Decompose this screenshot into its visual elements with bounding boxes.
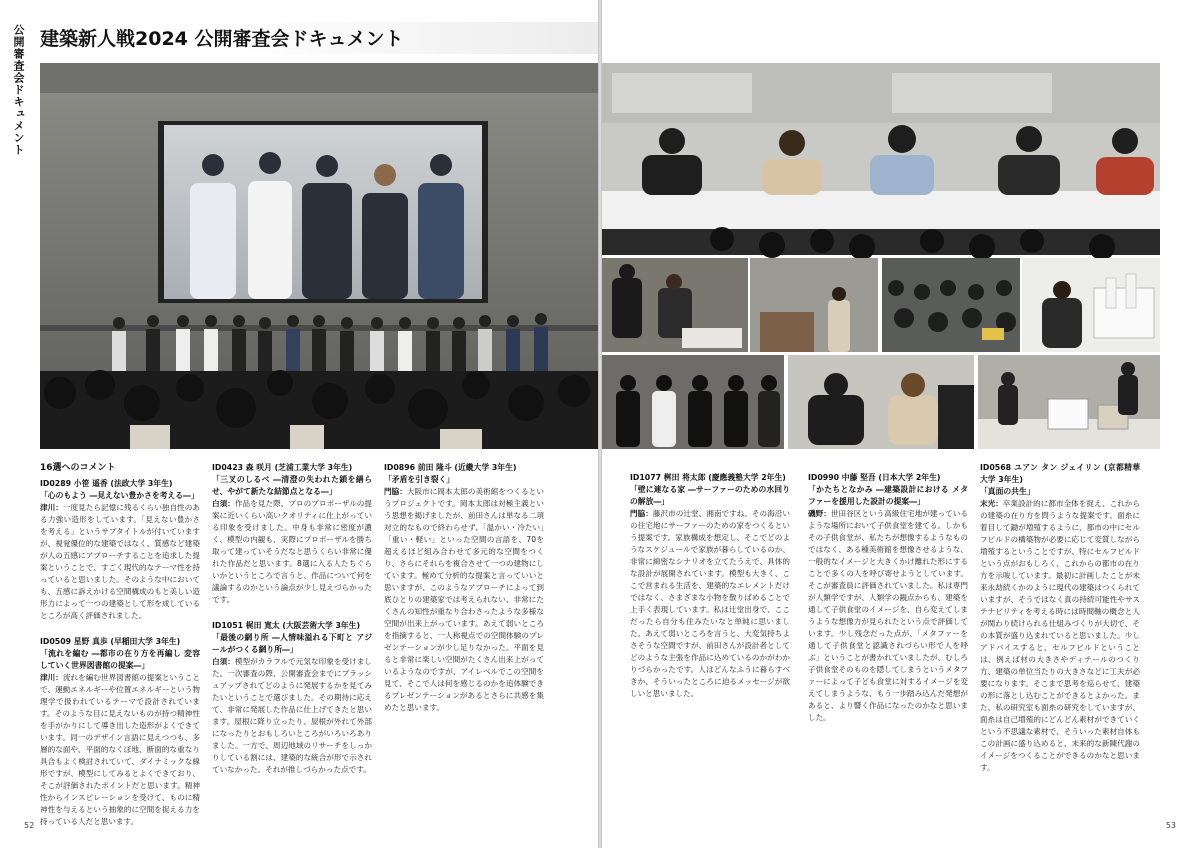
- page-number-left: 52: [24, 821, 35, 830]
- entry-id: ID1051 梶田 寛太 (大阪芸術大学 3年生): [212, 621, 361, 630]
- comment-text: 世田谷区という高級住宅地が建っているような場所において子供食堂を建てる。しかもその子供食堂が、私たちが想像するようなものではなく、ある種美術館を想像させるような、一般的なイメージと大きくかけ離れた形にすることで多くの人を呼び寄せようとしています。そこが審査員に評価されていました。私は専門が人類学ですが、人類学の観点からも、建築を通して子供食堂のイメージを、自ら変えてしまうような想像力が見られたという点で評価しています。少し残念だった点が、「メタファーを通して子供食堂と認識されづらい形で人を呼ぶ」ということが書かれていましたが、むしろ子供食堂そのものを隠してしまうというメタファーによって子ども食堂に対するイメージを変えてしまうような、もう一歩踏み込んだ発想があると、より響く作品になったのかなと思いました。: [808, 509, 969, 722]
- vertical-section-label: 公開審査会ドキュメント: [12, 24, 25, 156]
- entry: [212, 620, 372, 774]
- entry-title: 「最後の網り所 ―人情味溢れる下町と アジールがつくる網り所―」: [212, 633, 372, 654]
- speaker-name: 門脇：: [630, 509, 653, 518]
- juror-speaking-photo: [788, 355, 974, 449]
- speaker-name: 磯野：: [808, 509, 831, 518]
- comment-text: 卒業設計的に都市全体を捉え、これからの建築の在り方を問うような提案です。面糸に着目して鋤が増殖するように、都市の中にセルフビルドの構築物が必要に応じて変質しながら増殖するということですが、特にセルフビルドという点がおもしろく、これからの都市の在り方を示唆しています。最初に計画したことが未来永劫続くかのように現代の建築はつくられていますが、そうではなく真の持続可能性やサステナビリティを考える時には時間軸の概念と人が関わり続けられる仕組みづくりが大切で、その本質が盛り込まれていると思いました。少しアドバイスすると、セルフビルドということは、例えば材の大きさやディテールのつくり方、建築の単位当たりの大きさなどに工夫が必要になります。そこまで思考を巡らせて、建築の形に落とし込むことができるとよかった。また、私の研究室も面糸の研究をしていますが、面糸は自己増殖的にどんどん素材ができていくという不思議な素材で、そういった素材自体もこの計画に盛り込めると、未来的な新陳代謝のイメージをつくることができるのかなと思います。: [980, 499, 1140, 772]
- photo-illustration: [882, 258, 1020, 352]
- speaker-name: 白須：: [212, 499, 235, 508]
- entry-title: 「真面の共生」: [980, 487, 1035, 496]
- speaker-at-podium-photo: [750, 258, 878, 352]
- entry-title: 「かたちとなかみ ―建築設計における メタファーを援用した設計の提案―」: [808, 485, 968, 506]
- stage-with-contestants-photo: [40, 63, 598, 449]
- photo-illustration: [978, 355, 1160, 449]
- comment-text: 模型がカラフルで元気な印象を受けました。一次審査の際、公開審査会までにブラッシュアップされてどのように発展するかを見てみたいということで選びました。その期待に応えて、非常に発展した作品に仕上げてきたと思います。屋根に降り立ったり、屋根が外れて外部になったりとおもしろいところがいろいろありました。一方で、周辺地域のリサーチをしっかりしている割には、建築的な統合が形で示されていなかった。それが推しづらかった点です。: [212, 657, 372, 774]
- text-column-3: [384, 462, 544, 720]
- entry-id: ID0896 前田 隆斗 (近畿大学 3年生): [384, 463, 517, 472]
- photo-illustration: [602, 355, 784, 449]
- text-column-4: [630, 462, 790, 752]
- entry-title: 「矛盾を引き裂く」: [384, 475, 455, 484]
- speaker-name: 末光：: [980, 499, 1003, 508]
- text-column-6: [980, 462, 1140, 802]
- entry: [630, 472, 790, 748]
- entry-id: ID0289 小笹 遥香 (法政大学 3年生): [40, 479, 173, 488]
- audience-photo: [882, 258, 1020, 352]
- entry-id: ID0423 森 咲月 (芝浦工業大学 3年生): [212, 463, 353, 472]
- comment-text: 大阪市に岡本太郎の美術館をつくるというプロジェクトです。岡本太郎は対極主義という思想を掲げましたが、前田さんは単なる二項対立的なもので終わらせず、「温かい・冷たい」「重い・軽い」といった空間の言語を、70を超えるほど組み合わせて多元的な空間をつくり、さらにそれらを複合させて一つの建物にしています。極めて分析的な提案と言っていいと思いますが、このようなアプローチによって到底ひとりの建築家では考えられない、非常にたくさんの知性が重なり合わさったような多様な空間が出来上がっています。あえて弱いところを指摘すると、一人称視点での空間体験のプレゼンテーションが少し足りなかった。平面を見ると非常に楽しい空間がたくさん出来上がっているようなのですが、アイレベルでこの空間を見て、そこで人は何を感じるのかを追体験できるプレゼンテーションがあるとさらに共感を集めたと思います。: [384, 487, 545, 712]
- comment-paragraph: [384, 486, 544, 716]
- comment-paragraph: [40, 502, 200, 622]
- comment-text: 藤沢市の辻堂、湘南ですね。その海沿いの住宅地にサーファーのための家をつくるという提案です。家族構成を想定し、そこでどのようなスケジュールで家族が暮らしているのか、非常に綿密なシナリオを立てたうえで、具体的な設計が展開されています。模型も大きく、ここで営まれる生活を、建築的なエレメントだけではなく、さまざまな小物を散りばめることで上手く表現しています。私は辻堂出身で、ここだったら自分も住みたいなと単純に思いました。あえて弱いところを言うと、大変気持ちよさそうな空間ですが、前田さんが設計者としてどのような主張を作品に込めているのかがわかりづらかったです。人はどんなふうに暮らすべきか、そういったところに迫るメッセージが欲しいと思いました。: [630, 509, 791, 698]
- photo-illustration: [1022, 258, 1160, 352]
- text-column-1: [40, 462, 200, 826]
- entry-id: ID0509 星野 真歩 (早稲田大学 3年生): [40, 637, 181, 646]
- comment-paragraph: [212, 498, 372, 606]
- contestants-standing-photo: [602, 355, 784, 449]
- entry-id: ID0990 中藤 堅吾 (日本大学 2年生): [808, 473, 941, 482]
- comment-text: 作品を見た際、プロのプロポーザルの提案に近いくらい高いクオリティに仕上がっている印象を受けました。中身も非常に密度が濃く、模型の内観も、実際にプロポーザルを勝ち取って建っていそうだなと思うくらい非常に優れた作品だと思います。8選に入る人たちぐらいかというところで言うと、作品について何を議論するのかという論点が少し見えづらかったです。: [212, 499, 372, 604]
- entry-title: 「流れを編む ―都市の在り方を再編し 変容していく世界図書館の提案―」: [40, 649, 200, 670]
- entry: [40, 636, 201, 826]
- left-page: [0, 0, 598, 848]
- juror-with-model-photo: [1022, 258, 1160, 352]
- page-number-right: 53: [1165, 821, 1176, 830]
- models-on-table-photo: [978, 355, 1160, 449]
- entry: [40, 478, 200, 622]
- left-page-text: [40, 462, 598, 826]
- text-column-2: [212, 462, 372, 774]
- entry-id: ID1077 桝田 将太郎 (慶應義塾大学 2年生): [630, 473, 786, 482]
- comment-paragraph: [630, 508, 790, 748]
- comment-paragraph: [40, 672, 201, 826]
- right-page-text: [602, 462, 1160, 802]
- comment-paragraph: [808, 508, 968, 748]
- entry-title: 「壁に連なる家 ―サーファーのための水回りの解放―」: [630, 485, 790, 506]
- comment-text: 一度見たら記憶に残るくらい独自性のある力強い造形をしています。「見えない豊かさを考える」というサブタイトルが付いていますが、視覚優位的な建築ではなく、質感など建築が人の五感にアプローチすることを追求した提案ということで、すごく現代的なテーマ性を持っていると思いました。そのような中においても、五感に訴えかける空間構成のもと美しい造形力によって一つの建築として形を成しているところが高く評価されました。: [40, 503, 201, 620]
- photo-illustration: [788, 355, 974, 449]
- comment-text: 流れを編む世界図書館の提案ということで、運動エネルギーや位置エネルギーという物理学で扱われているテーマで設計されています。そのような目に見えないものが持つ精神性を手がかりにして導き出した造形がよくできています。同一のデザイン言語に見えつつも、多層的な面や、平面的なくぼ地、断面的な重なり具合もよく検討されていて、ダイナミックな線形ですが、模型にしてみるとよくできており、そこが評価されたポイントだと思います。精神性からインスピレーションを受けて、ものに精神性を与えるという抽象的に空間を捉える力を持っている人だと思います。: [40, 673, 201, 826]
- entry: [808, 472, 968, 748]
- right-page: [602, 0, 1200, 848]
- entry: [212, 462, 372, 606]
- document-title: 建築新人戦2024 公開審査会ドキュメント: [40, 28, 404, 50]
- contestants-with-model-photo: [602, 258, 748, 352]
- comment-paragraph: [980, 498, 1140, 798]
- speaker-name: 津川：: [40, 503, 63, 512]
- photo-illustration: [602, 258, 748, 352]
- photo-illustration: [750, 258, 878, 352]
- speaker-name: 門脇：: [384, 487, 407, 496]
- comment-paragraph: [212, 656, 372, 774]
- speaker-name: 白須：: [212, 657, 235, 666]
- entry-id: ID0568 ユアン タン ジェイリン (京都精華大学 3年生): [980, 463, 1140, 484]
- entry: [980, 462, 1140, 798]
- speaker-name: 津川：: [40, 673, 63, 682]
- stage-illustration: [40, 63, 598, 449]
- entry: [384, 462, 544, 716]
- jury-illustration: [602, 63, 1160, 255]
- jury-panel-photo: [602, 63, 1160, 255]
- entry-title: 「心のもよう ―見えない豊かさを考える―」: [40, 491, 199, 500]
- text-column-5: [808, 462, 968, 752]
- entry-title: 「三叉のしるべ ―清澄の失われた鎖を繕らせ、やがて新たな結節点となる―」: [212, 475, 372, 496]
- section-title: 16選へのコメント: [40, 463, 116, 473]
